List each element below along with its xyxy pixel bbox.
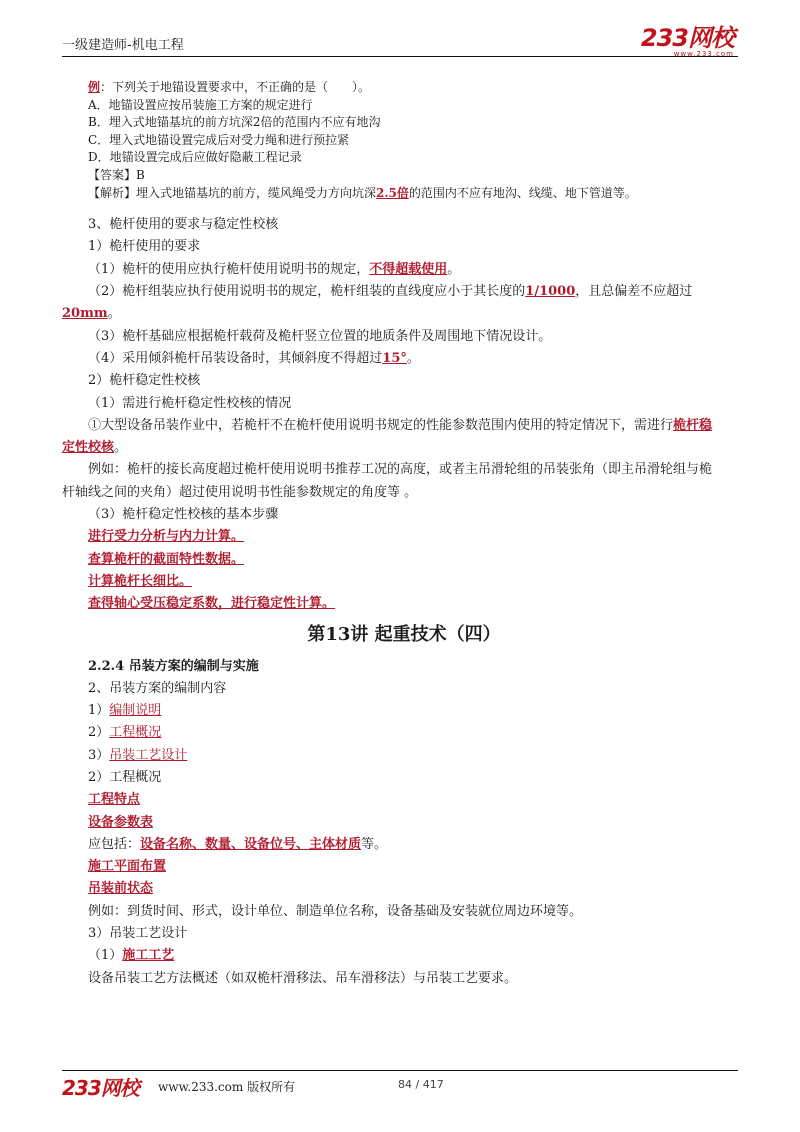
page-number: 84 / 417 xyxy=(398,1078,444,1091)
usage-item-2: （2）桅杆组装应执行使用说明书的规定，桅杆组装的直线度应小于其长度的1/1000，且总偏差不应超过20mm。 xyxy=(62,284,693,322)
subsection-usage: 1）桅杆使用的要求 xyxy=(88,239,201,255)
overview-includes: 应包括：设备名称、数量、设备位号、主体材质等。 xyxy=(88,836,388,852)
footer-logo: 233网校 xyxy=(62,1076,139,1100)
design-item-1: （1）施工工艺 xyxy=(88,948,175,964)
step-4: 查得轴心受压稳定系数，进行稳定性计算。 xyxy=(88,596,336,612)
stability-case-a: ①大型设备吊装作业中，若桅杆不在桅杆使用说明书规定的性能参数范围内使用的特定情况下，需进行桅杆稳定性校核。 xyxy=(62,417,713,456)
step-3: 计算桅杆长细比。 xyxy=(88,573,193,589)
example-label: 例 xyxy=(88,80,101,94)
option-c: C．埋入式地锚设置完成后对受力绳和进行预拉紧 xyxy=(88,132,350,147)
document-title: 一级建造师-机电工程 xyxy=(62,38,184,53)
design-title: 3）吊装工艺设计 xyxy=(88,926,188,942)
option-d: D．地锚设置完成后应做好隐蔽工程记录 xyxy=(88,150,302,165)
step-2: 查算桅杆的截面特性数据。 xyxy=(88,551,245,567)
step-1: 进行受力分析与内力计算。 xyxy=(88,529,245,545)
overview-item-features: 工程特点 xyxy=(88,792,141,808)
overview-example: 例如：到货时间、形式，设计单位、制造单位名称，设备基础及安装就位周边环境等。 xyxy=(88,903,583,919)
section-heading: 2.2.4 吊装方案的编制与实施 xyxy=(88,658,259,674)
usage-item-3: （3）桅杆基础应根据桅杆载荷及桅杆竖立位置的地质条件及周围地下情况设计。 xyxy=(88,328,552,344)
plan-item-2: 2）工程概况 xyxy=(88,725,162,741)
example-question: ：下列关于地锚设置要求中，不正确的是（ ）。 xyxy=(100,80,371,94)
brand-logo xyxy=(641,26,734,58)
plan-item-1: 1）编制说明 xyxy=(88,703,162,719)
usage-item-4: （4）采用倾斜桅杆吊装设备时，其倾斜度不得超过15°。 xyxy=(88,350,420,366)
footer-divider xyxy=(62,1070,738,1071)
stability-case-title: （1）需进行桅杆稳定性校核的情况 xyxy=(88,395,292,411)
plan-item-3: 3）吊装工艺设计 xyxy=(88,747,188,763)
design-description: 设备吊装工艺方法概述（如双桅杆滑移法、吊车滑移法）与吊装工艺要求。 xyxy=(88,970,518,986)
usage-item-1: （1）桅杆的使用应执行桅杆使用说明书的规定，不得超载使用。 xyxy=(88,261,461,277)
logo-url: www.233.com xyxy=(673,50,734,58)
stability-example: 例如：桅杆的接长高度超过桅杆使用说明书推荐工况的高度，或者主吊滑轮组的吊装张角（即主吊滑轮组与桅杆轴线之间的夹角）超过使用说明书性能参数规定的角度等 。 xyxy=(62,462,713,500)
example-answer: 【答案】B xyxy=(88,167,145,182)
lecture-heading: 第13讲 起重技术（四） xyxy=(307,623,501,645)
subsection-stability: 2）桅杆稳定性校核 xyxy=(88,373,201,389)
option-b: B．埋入式地锚基坑的前方坑深2倍的范围内不应有地沟 xyxy=(88,115,381,130)
overview-item-layout: 施工平面布置 xyxy=(88,859,167,875)
header-divider xyxy=(62,56,738,57)
plan-content-title: 2、吊装方案的编制内容 xyxy=(88,680,227,696)
overview-title: 2）工程概况 xyxy=(88,769,162,785)
page-footer xyxy=(62,1076,738,1100)
page-content xyxy=(62,79,720,990)
logo-brand: 233网校 xyxy=(640,24,734,52)
section-3-title: 3、桅杆使用的要求与稳定性校核 xyxy=(88,217,279,233)
footer-copyright: www.233.com 版权所有 xyxy=(158,1080,296,1094)
stability-steps-title: （3）桅杆稳定性校核的基本步骤 xyxy=(88,507,279,523)
overview-item-prestate: 吊装前状态 xyxy=(88,881,154,897)
analysis-highlight: 2.5倍 xyxy=(376,185,409,200)
example-block xyxy=(88,79,720,202)
overview-item-params: 设备参数表 xyxy=(88,814,154,830)
example-analysis: 【解析】埋入式地锚基坑的前方，缆风绳受力方向坑深2.5倍的范围内不应有地沟、线缆、地下管道等。 xyxy=(88,185,637,200)
option-a: A．地锚设置应按吊装施工方案的规定进行 xyxy=(88,97,313,112)
